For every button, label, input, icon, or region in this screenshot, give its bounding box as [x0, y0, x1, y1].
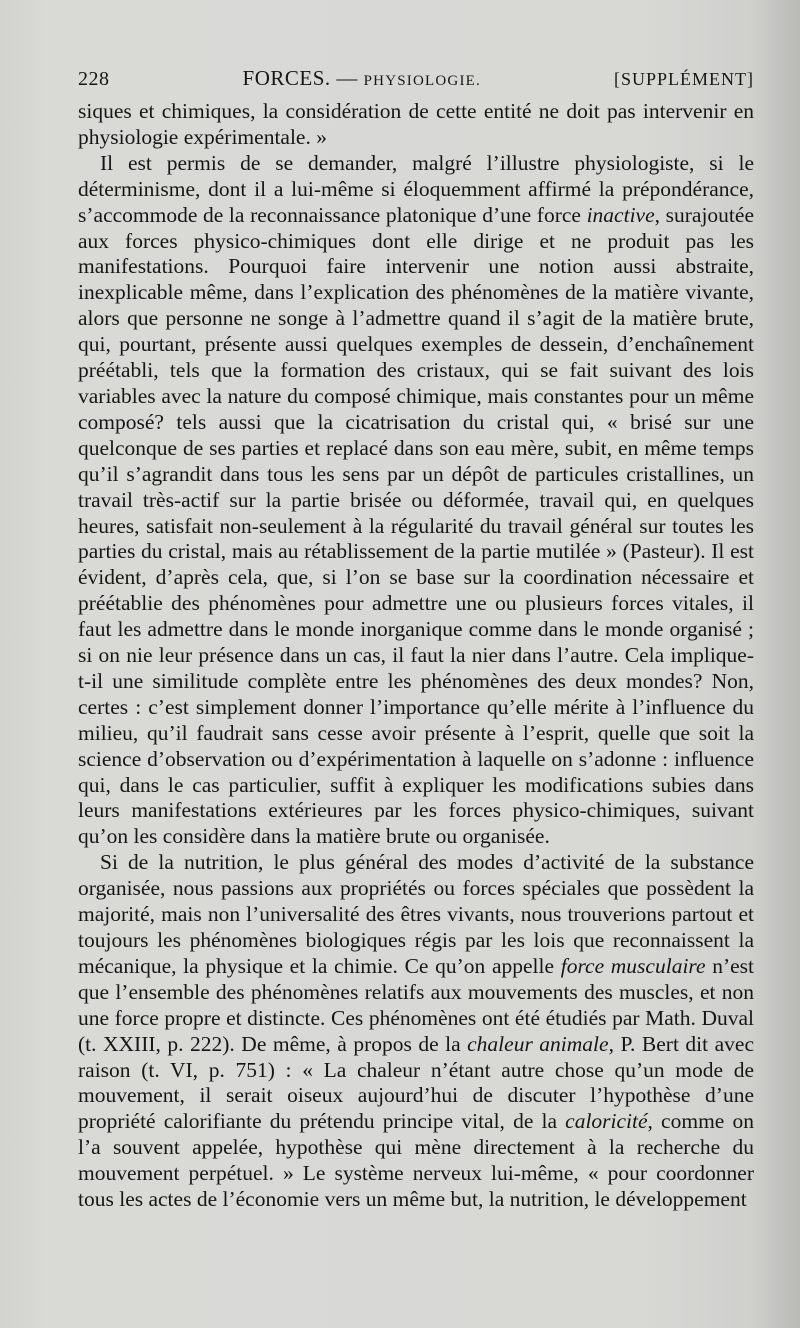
paragraph	[78, 151, 754, 850]
running-title	[243, 66, 481, 91]
section-label: [SUPPLÉMENT]	[613, 69, 754, 89]
text-run: Si de la nutrition, le plus général des modes d’activité de la substance organisée, nous passions aux propriétés ou forces spéciales que possèdent la majorité, mais non l’universalité des êtres vivants, nous trouverions partout et toujours les phénomènes biologiques régis par les lois que reconnaissent la mécanique, la physique et la chimie. Ce qu’on appelle	[78, 850, 754, 978]
paragraph	[78, 99, 754, 151]
running-header	[78, 66, 754, 91]
text-run: n’est que l’ensemble des phénomènes relatifs aux mouvements des muscles, et non une force propre et distincte. Ces phénomènes ont été étudiés par Math. Duval (t. XXIII, p. 222). De même, à propos de la	[78, 953, 754, 1056]
italic-text: chaleur animale	[467, 1031, 609, 1056]
text-run: , surajoutée aux forces physico-chimiques dont elle dirige et ne produit pas les manifestations. Pourquoi faire intervenir une notion aussi abstraite, inexplicable même, dans l’explication des phénomènes de la matière vivante, alors que personne ne songe à l’admettre quand il s’agit de la matière brute, qui, pourtant, présente aussi quelques exemples de dessein, d’enchaînement préétabli, tels que la formation des cristaux, qui se fait suivant des lois variables avec la nature du composé chimique, mais constantes pour un même composé? tels aussi que la cicatrisation du cristal qui, « brisé sur une quelconque de ses parties et replacé dans son eau mère, subit, en même temps qu’il s’agrandit dans tous les sens par un dépôt de particules cristallines, un travail très-actif sur la partie brisée ou déformée, travail qui, en quelques heures, satisfait non-seulement à la régularité du travail général sur toutes les parties du cristal, mais au rétablissement de la partie mutilée » (Pasteur). Il est évident, d’après cela, que, si l’on se base sur la coordination nécessaire et préétablie des phénomènes pour admettre une ou plusieurs forces vitales, il faut les admettre dans le monde inorganique comme dans le monde organisé ; si on nie leur présence dans un cas, il faut la nier dans l’autre. Cela implique-t-il une similitude complète entre les phénomènes des deux mondes? Non, certes : c’est simplement donner l’importance qu’elle mérite à l’influence du milieu, qu’il faudrait sans cesse avoir présente à l’esprit, quelle que soit la science d’observation ou d’expérimentation à laquelle on s’adonne : influence qui, dans le cas particulier, suffit à expliquer les modifications subies dans leurs manifestations extérieures par les forces physico-chimiques, suivant qu’on les considère dans la matière brute ou organisée.	[78, 202, 754, 849]
italic-text: force musculaire	[560, 953, 706, 978]
running-title-main: FORCES. —	[242, 66, 364, 90]
text-run: siques et chimiques, la considération de cette entité ne doit pas intervenir en physiologie expérimentale. »	[78, 99, 754, 149]
running-title-sub: PHYSIOLOGIE.	[363, 73, 481, 89]
italic-text: inactive	[586, 202, 655, 227]
text-run: Il est permis de se demander, malgré l’illustre physiologiste, si le déterminisme, dont il a lui-même si éloquemment affirmé la prépondérance, s’accommode de la reconnaissance platonique d’une force	[78, 150, 754, 227]
text-run: , P. Bert dit avec raison (t. VI, p. 751) : « La chaleur n’étant autre chose qu’un mode de mouvement, il serait oiseux aujourd’hui de discuter l’hypothèse d’une propriété calorifiante du prétendu principe vital, de la	[78, 1031, 754, 1134]
paragraph	[78, 850, 754, 1213]
italic-text: caloricité	[565, 1109, 648, 1134]
body-text	[78, 99, 754, 1213]
text-run: , comme on l’a souvent appelée, hypothèse qui mène directement à la recherche du mouvement perpétuel. » Le système nerveux lui-même, « pour coordonner tous les actes de l’économie vers un même but, la nutrition, le développement	[78, 1109, 754, 1212]
page-number: 228	[78, 68, 110, 90]
